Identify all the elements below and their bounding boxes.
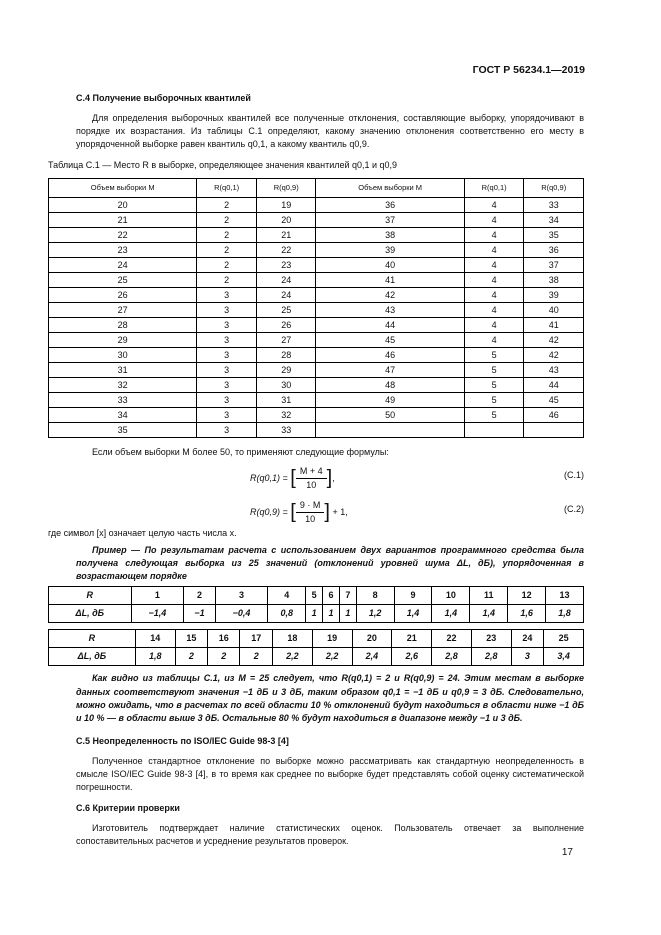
sample-cell: 9 (394, 587, 432, 605)
table-row (49, 408, 584, 423)
table-cell: 42 (524, 348, 584, 363)
table-cell: 4 (464, 333, 524, 348)
sample-cell: −0,4 (215, 605, 268, 623)
table-cell: 4 (464, 228, 524, 243)
sample-cell: 1,8 (135, 648, 175, 666)
table-cell: 29 (49, 333, 197, 348)
table-row (49, 243, 584, 258)
formula-c1-numerator: M + 4 (296, 465, 327, 479)
table-cell: 44 (316, 318, 464, 333)
column-header: Объем выборки M (49, 179, 197, 198)
table-cell: 45 (316, 333, 464, 348)
table-cell: 35 (49, 423, 197, 438)
formula-c1 (76, 459, 584, 493)
sample-table-1 (48, 586, 584, 623)
table-cell: 4 (464, 303, 524, 318)
formula-c1-denominator: 10 (306, 480, 317, 491)
sample-cell: 2,8 (432, 648, 472, 666)
table-cell: 33 (524, 198, 584, 213)
sample-cell: 1,4 (470, 605, 508, 623)
table-cell: 24 (256, 273, 316, 288)
table-cell (524, 423, 584, 438)
table-cell: 2 (197, 273, 257, 288)
table-cell: 47 (316, 363, 464, 378)
table-cell: 5 (464, 378, 524, 393)
bracket-open: [ (290, 467, 296, 490)
table-cell: 25 (49, 273, 197, 288)
table-cell: 26 (49, 288, 197, 303)
formula-c2 (76, 493, 584, 527)
table-cell: 4 (464, 198, 524, 213)
table-cell: 2 (197, 228, 257, 243)
table-cell: 43 (316, 303, 464, 318)
sample-cell: 4 (268, 587, 306, 605)
table-cell: 49 (316, 393, 464, 408)
formula-c2-tail: + 1, (332, 507, 348, 518)
sample-cell: 1 (131, 587, 184, 605)
table-cell: 2 (197, 198, 257, 213)
table-cell: 22 (256, 243, 316, 258)
table-cell: 36 (316, 198, 464, 213)
table-cell: 28 (49, 318, 197, 333)
sample-cell: 1,4 (394, 605, 432, 623)
table-row (49, 363, 584, 378)
table-cell: 30 (49, 348, 197, 363)
table-cell: 30 (256, 378, 316, 393)
page-number: 17 (561, 847, 573, 858)
section-c6-paragraph: Изготовитель подтверждает наличие статистических оценок. Пользователь отвечает за выполнение сопоставительных расчетов и усреднение результатов проверок. (76, 822, 584, 846)
table-cell: 21 (256, 228, 316, 243)
table-cell: 5 (464, 393, 524, 408)
table-row (49, 318, 584, 333)
table-cell (464, 423, 524, 438)
table-row (49, 288, 584, 303)
sample-cell: 2,2 (272, 648, 312, 666)
table-cell: 37 (524, 258, 584, 273)
column-header: R(q0,1) (197, 179, 257, 198)
section-c4-paragraph: Для определения выборочных квантилей все полученные отклонения, составляющие выборку, упорядочивают в порядке их возрастания. Из таблицы С.1 определяют, какому значению отклонения соответственно его месту в упорядоченной выборке равен квантиль q0,1, а какому квантиль q0,9. (76, 113, 584, 150)
table-cell: 34 (524, 213, 584, 228)
row-label: ΔL, дБ (49, 648, 136, 666)
sample-cell: 21 (392, 630, 432, 648)
table-cell: 38 (316, 228, 464, 243)
sample-cell: 5 (306, 587, 323, 605)
sample-cell: 2 (240, 648, 272, 666)
table-cell: 20 (256, 213, 316, 228)
sample-table-1-rank-row (49, 587, 584, 605)
sample-cell: 14 (135, 630, 175, 648)
table-cell: 2 (197, 213, 257, 228)
sample-cell: 23 (471, 630, 511, 648)
table-cell: 38 (524, 273, 584, 288)
sample-table-2-value-row (49, 648, 584, 666)
sample-cell: 3 (215, 587, 268, 605)
table-cell: 35 (524, 228, 584, 243)
table-cell: 4 (464, 213, 524, 228)
sample-cell: 2 (184, 587, 216, 605)
sample-cell: 2,8 (471, 648, 511, 666)
sample-cell: 6 (323, 587, 340, 605)
table-cell: 40 (316, 258, 464, 273)
sample-cell: 1 (339, 605, 356, 623)
table-cell: 3 (197, 378, 257, 393)
table-cell: 4 (464, 258, 524, 273)
sample-cell: −1,4 (131, 605, 184, 623)
sample-cell: 1,8 (546, 605, 584, 623)
formula-c2-fraction (296, 499, 325, 526)
sample-table-2-rank-row (49, 630, 584, 648)
table-row (49, 213, 584, 228)
sample-cell: 1,4 (432, 605, 470, 623)
sample-cell: 3 (511, 648, 543, 666)
sample-cell: 12 (508, 587, 546, 605)
table-cell: 42 (316, 288, 464, 303)
sample-cell: 2,6 (392, 648, 432, 666)
formula-c2-lhs: R(q0,9) = (250, 507, 288, 518)
table-row (49, 333, 584, 348)
sample-cell: −1 (184, 605, 216, 623)
bracket-close: ] (324, 501, 330, 524)
sample-table-2 (48, 629, 584, 666)
table-cell: 3 (197, 423, 257, 438)
sample-cell: 7 (339, 587, 356, 605)
column-header: R(q0,9) (256, 179, 316, 198)
column-header: R(q0,1) (464, 179, 524, 198)
table-cell: 21 (49, 213, 197, 228)
table-row (49, 378, 584, 393)
table-cell: 32 (49, 378, 197, 393)
table-cell: 19 (256, 198, 316, 213)
row-label: R (49, 587, 132, 605)
table-cell: 5 (464, 348, 524, 363)
table-cell: 46 (316, 348, 464, 363)
sample-cell: 11 (470, 587, 508, 605)
table-cell: 24 (49, 258, 197, 273)
table-cell: 25 (256, 303, 316, 318)
table-cell: 2 (197, 258, 257, 273)
table-cell: 39 (524, 288, 584, 303)
table-cell: 26 (256, 318, 316, 333)
table-cell: 31 (256, 393, 316, 408)
table-row (49, 348, 584, 363)
table-cell: 3 (197, 348, 257, 363)
table-cell: 3 (197, 303, 257, 318)
page-content (48, 92, 584, 848)
table-cell: 3 (197, 288, 257, 303)
table-header-row (49, 179, 584, 198)
sample-cell: 2,2 (312, 648, 352, 666)
standard-header: ГОСТ Р 56234.1—2019 (472, 64, 585, 76)
sample-cell: 19 (312, 630, 352, 648)
table-cell: 3 (197, 318, 257, 333)
row-label: R (49, 630, 136, 648)
column-header: Объем выборки M (316, 179, 464, 198)
table-row (49, 393, 584, 408)
table-cell: 31 (49, 363, 197, 378)
sample-cell: 15 (175, 630, 207, 648)
sample-cell: 2,4 (352, 648, 392, 666)
table-cell: 41 (524, 318, 584, 333)
section-c5-title: С.5 Неопределенность по ISO/IEC Guide 98-3 [4] (76, 735, 289, 746)
column-header: R(q0,9) (524, 179, 584, 198)
sample-cell: 16 (208, 630, 240, 648)
table-row (49, 198, 584, 213)
table-cell: 27 (256, 333, 316, 348)
table-cell: 5 (464, 408, 524, 423)
sample-cell: 1,6 (508, 605, 546, 623)
sample-cell: 24 (511, 630, 543, 648)
bracket-open: [ (290, 501, 296, 524)
bracket-close: ] (326, 467, 333, 490)
table-row (49, 303, 584, 318)
table-cell: 33 (49, 393, 197, 408)
table-cell: 20 (49, 198, 197, 213)
sample-table-1-value-row (49, 605, 584, 623)
table-cell: 24 (256, 288, 316, 303)
table-cell: 44 (524, 378, 584, 393)
section-c4-title: С.4 Получение выборочных квантилей (76, 93, 251, 103)
quantile-table (48, 178, 584, 438)
formula-c1-number: (С.1) (564, 470, 584, 481)
table-row (49, 423, 584, 438)
example-conclusion: Как видно из таблицы С.1, из M = 25 следует, что R(q0,1) = 2 и R(q0,9) = 24. Этим местам в выборке данных соответствуют значения −1 дБ и 3 дБ, таким образом q0,1 = −1 дБ и q0,9 = 3 дБ. Следовательно, можно ожидать, что в расчетах по всей области 10 % отклонений будут находиться в области ниже −1 дБ и 10 % — в области выше 3 дБ. Остальные 80 % будут находиться в диапазоне между −1 и 3 дБ. (76, 673, 584, 723)
table-cell: 23 (256, 258, 316, 273)
table-row (49, 273, 584, 288)
table-cell: 5 (464, 363, 524, 378)
formula-c1-tail: , (332, 473, 335, 484)
sample-cell: 8 (356, 587, 394, 605)
table-cell: 33 (256, 423, 316, 438)
table-cell: 3 (197, 333, 257, 348)
table-cell: 29 (256, 363, 316, 378)
sample-cell: 22 (432, 630, 472, 648)
table-cell: 43 (524, 363, 584, 378)
sample-cell: 1,2 (356, 605, 394, 623)
table-cell: 50 (316, 408, 464, 423)
table-cell: 3 (197, 393, 257, 408)
table-cell (316, 423, 464, 438)
table-cell: 42 (524, 333, 584, 348)
table-cell: 34 (49, 408, 197, 423)
table-cell: 3 (197, 363, 257, 378)
table-cell: 37 (316, 213, 464, 228)
table-cell: 40 (524, 303, 584, 318)
sample-cell: 13 (546, 587, 584, 605)
sample-cell: 18 (272, 630, 312, 648)
table-cell: 4 (464, 318, 524, 333)
formula-intro: Если объем выборки M более 50, то применяют следующие формулы: (92, 447, 389, 458)
where-note: где символ [x] означает целую часть числа x. (48, 528, 237, 539)
sample-cell: 17 (240, 630, 272, 648)
sample-cell: 3,4 (544, 648, 584, 666)
example-text: Пример — По результатам расчета с использованием двух вариантов программного средства была получена следующая выборка из 25 значений (отклонений уровней шума ΔL, дБ), упорядоченная в возрастающем порядке (76, 545, 584, 582)
table-cell: 46 (524, 408, 584, 423)
sample-cell: 2 (208, 648, 240, 666)
table-cell: 22 (49, 228, 197, 243)
table-cell: 39 (316, 243, 464, 258)
table-cell: 4 (464, 273, 524, 288)
table-cell: 41 (316, 273, 464, 288)
sample-cell: 1 (306, 605, 323, 623)
table-body (49, 198, 584, 438)
table-cell: 4 (464, 288, 524, 303)
formula-c1-lhs: R(q0,1) = (250, 473, 288, 484)
table-cell: 4 (464, 243, 524, 258)
table-cell: 45 (524, 393, 584, 408)
sample-cell: 10 (432, 587, 470, 605)
sample-cell: 0,8 (268, 605, 306, 623)
table-cell: 48 (316, 378, 464, 393)
table-row (49, 228, 584, 243)
formula-c1-fraction (296, 465, 327, 492)
table-row (49, 258, 584, 273)
table-cell: 2 (197, 243, 257, 258)
table-cell: 32 (256, 408, 316, 423)
formula-c2-denominator: 10 (305, 514, 316, 525)
sample-cell: 1 (323, 605, 340, 623)
section-c5-paragraph: Полученное стандартное отклонение по выборке можно рассматривать как стандартную неопределенность в смысле ISO/IEC Guide 98-3 [4], в то время как среднее по выборке будет представлять собой оценку систематической погрешности. (76, 755, 584, 792)
sample-cell: 20 (352, 630, 392, 648)
table-cell: 27 (49, 303, 197, 318)
table-cell: 36 (524, 243, 584, 258)
sample-cell: 25 (544, 630, 584, 648)
formula-c2-numerator: 9 · M (296, 499, 325, 513)
table-cell: 3 (197, 408, 257, 423)
section-c6-title: С.6 Критерии проверки (76, 802, 180, 813)
table-c1-caption: Таблица С.1 — Место R в выборке, определяющее значения квантилей q0,1 и q0,9 (48, 160, 398, 171)
row-label: ΔL, дБ (49, 605, 132, 623)
formula-c2-number: (С.2) (564, 504, 584, 515)
sample-cell: 2 (175, 648, 207, 666)
table-cell: 28 (256, 348, 316, 363)
table-cell: 23 (49, 243, 197, 258)
